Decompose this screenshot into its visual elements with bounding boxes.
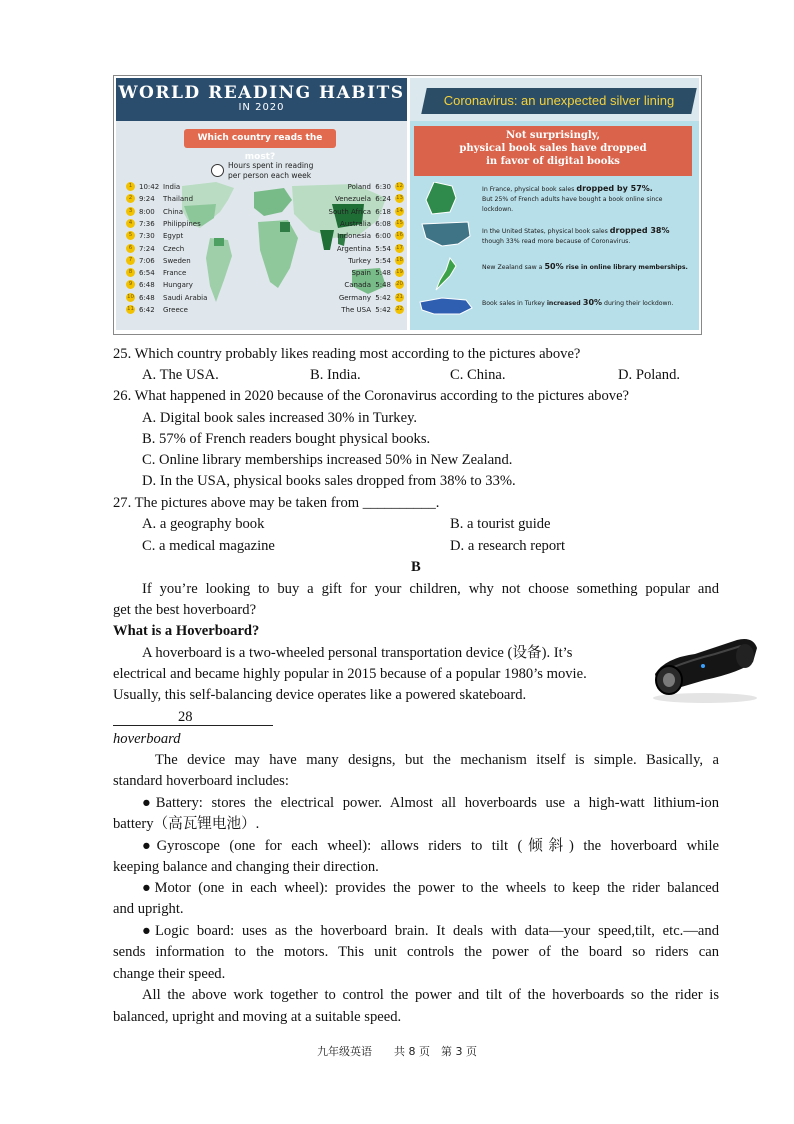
ranking-row-left-6 [126,243,236,255]
rank-time: 6:48 [139,293,155,302]
rank-country: Turkey [348,256,371,265]
rank-country: Greece [163,306,188,314]
ranking-row-right-7 [308,255,404,267]
p1-line-1: A hoverboard is a two-wheeled personal transportation device (设备). It’s [142,645,573,661]
rank-country: Sweden [163,256,191,265]
ranking-row-right-5 [308,230,404,242]
rank-badge: 1 [126,182,135,191]
rank-badge: 8 [126,268,135,277]
usa-fact-d: though 33% read more because of Coronavirus. [482,238,631,245]
infographic [113,75,702,335]
usa-fact-a: In the United States, physical book sales [482,228,610,235]
rank-badge: 13 [396,195,403,202]
nz-fact-c: rise in online library memberships. [563,264,688,271]
rank-country: Saudi Arabia [163,293,208,302]
gyroscope-line-2: keeping balance and changing their direction. [113,859,379,875]
usa-fact-b: dropped [609,226,651,235]
rank-time: 6:18 [375,207,391,216]
new-zealand-shape [436,258,456,290]
ranking-row-left-7 [126,255,236,267]
coronavirus-panel [410,78,699,330]
rank-time: 5:48 [375,281,391,290]
rank-country: Spain [351,269,371,278]
turkey-fact [482,298,688,309]
rank-time: 5:48 [375,269,391,278]
ranking-row-left-1 [126,181,236,193]
rank-time: 9:24 [139,195,155,204]
page-footer: 九年级英语 共 8 页 第 3 页 [317,1045,477,1058]
country-shapes [416,182,476,322]
reading-habits-title: WORLD READING HABITS [118,83,405,103]
rank-country: Hungary [163,281,193,290]
turkey-fact-c: 30% [582,298,603,307]
ranking-row-right-1 [308,181,404,193]
section-heading: B [411,559,421,575]
q27-option-c[interactable]: C. a medical magazine [142,538,275,554]
battery-line-1: ●Battery: stores the electrical power. Almost all hoverboards use a high-watt lithium-ion [142,795,719,811]
nz-fact [482,262,688,273]
rank-country: South Africa [328,207,371,216]
rank-country: Germany [338,293,371,302]
q25-stem: 25. Which country probably likes reading most according to the pictures above? [113,346,581,362]
rank-badge: 11 [127,306,134,312]
rank-time: 5:42 [375,306,391,314]
rank-time: 7:06 [139,256,155,265]
q27-option-b[interactable]: B. a tourist guide [450,516,551,532]
rank-badge: 15 [396,219,403,226]
rank-badge: 20 [396,281,403,288]
q26-option-b[interactable]: B. 57% of French readers bought physical books. [142,431,431,447]
ranking-row-right-2 [308,193,404,205]
usa-fact-c: 38% [650,226,670,235]
map-europe [254,188,292,216]
banner-line-1: Not surprisingly, [506,130,600,141]
rank-badge: 9 [126,280,135,289]
rank-country: Indonesia [337,232,371,241]
q26-stem: 26. What happened in 2020 because of the Coronavirus according to the pictures above? [113,388,630,404]
rank-time: 6:42 [139,306,155,314]
battery-line-2: battery（高瓦锂电池）. [113,816,260,832]
rank-badge: 6 [126,244,135,253]
q26-option-a[interactable]: A. Digital book sales increased 30% in Turkey. [142,410,418,426]
hoverboard-image [645,628,763,706]
sales-drop-text [414,129,692,168]
motor-line-1: ●Motor (one in each wheel): provides the power to the wheels to keep the rider balanced [142,880,719,896]
reading-habits-panel [116,78,407,330]
france-fact-b: dropped by [576,184,631,193]
rank-badge: 2 [126,194,135,203]
conclusion-line-2: balanced, upright and moving at a suitable speed. [113,1009,402,1025]
rank-badge: 4 [126,219,135,228]
rank-country: Czech [163,244,185,253]
rank-time: 6:24 [375,195,391,204]
rank-country: The USA [341,306,371,314]
q27-option-a[interactable]: A. a geography book [142,516,265,532]
rank-badge: 21 [396,293,403,300]
ranking-row-left-4 [126,218,236,230]
rank-badge: 16 [396,232,403,239]
motor-line-2: and upright. [113,901,184,917]
ranking-row-left-8 [126,267,236,279]
rank-country: France [163,269,187,278]
rank-time: 5:42 [375,293,391,302]
banner-line-2: physical book sales have dropped [459,143,647,154]
p2-line-1: The device may have many designs, but the mechanism itself is simple. Basically, a [155,752,719,768]
rank-country: Philippines [163,219,201,228]
rank-time: 6:00 [375,232,391,241]
p1-line-2: electrical and became highly popular in 2015 because of a popular 1980’s movie. [113,666,587,682]
rank-country: Egypt [163,232,184,241]
rank-badge: 17 [396,244,403,251]
rank-country: Canada [344,281,371,290]
clock-icon [211,164,224,177]
france-fact-d: But 25% of French adults have bought a book online since lockdown. [482,196,663,213]
rank-time: 6:48 [139,281,155,290]
rank-time: 6:08 [375,219,391,228]
blank-line-28 [113,725,273,726]
q27-blank[interactable]: __________ [362,495,436,511]
q27-stem [113,493,439,513]
rank-badge: 19 [396,269,403,276]
france-fact-c: 57%. [630,184,653,193]
ranking-row-left-9 [126,279,236,291]
rank-time: 7:30 [139,232,155,241]
ranking-row-right-11 [308,304,404,316]
rank-country: Venezuela [335,195,371,204]
france-shape [426,182,456,214]
ranking-row-right-4 [308,218,404,230]
p1-line-3: Usually, this self-balancing device operates like a powered skateboard. [113,687,527,703]
france-fact [482,184,688,215]
conclusion-line-1: All the above work together to control the power and tilt of the hoverboards so the rider is [142,987,719,1003]
p2-line-2: standard hoverboard includes: [113,773,289,789]
rank-badge: 22 [396,306,403,312]
intro-line-2: get the best hoverboard? [113,602,257,618]
ranking-row-right-6 [308,243,404,255]
rank-badge: 3 [126,207,135,216]
gyroscope-line-1: ●Gyroscope (one for each wheel): allows riders to tilt (倾斜) the hoverboard while [142,838,719,854]
question-banner: Which country reads the most? [184,129,336,148]
blank-number-28[interactable]: 28 [178,709,193,725]
rank-country: Poland [347,183,371,191]
map-africa [258,220,298,288]
rank-time: 8:00 [139,207,155,216]
rank-badge: 10 [127,293,134,300]
intro-line-1: If you’re looking to buy a gift for your children, why not choose something popular and [142,581,719,597]
nz-fact-b: 50% [544,262,564,271]
ranking-row-right-9 [308,279,404,291]
usa-fact [482,226,688,247]
logic-board-line-2: sends information to the motors. This unit controls the power of the board so riders can [113,944,719,960]
ranking-row-right-8 [308,267,404,279]
turkey-fact-b: increased [546,300,583,307]
reading-habits-subtitle: IN 2020 [238,102,285,113]
banner-line-3: in favor of digital books [486,156,620,167]
rank-time: 7:36 [139,219,155,228]
logic-board-line-3: change their speed. [113,966,226,982]
turkey-fact-d: during their lockdown. [602,300,674,307]
rank-badge: 18 [396,256,403,263]
rank-badge: 14 [396,207,403,214]
france-fact-a: In France, physical book sales [482,186,577,193]
rank-badge: 5 [126,231,135,240]
nz-fact-a: New Zealand saw a [482,264,545,271]
q25-option-a[interactable]: A. The USA. [142,367,219,383]
rank-badge: 7 [126,256,135,265]
rank-country: Thailand [163,195,194,204]
ranking-row-left-10 [126,292,236,304]
q27-option-d[interactable]: D. a research report [450,538,566,554]
ranking-row-left-5 [126,230,236,242]
q25-option-c[interactable]: C. China. [450,367,506,383]
ranking-row-right-3 [308,206,404,218]
ranking-row-left-11 [126,304,236,316]
map-egypt [280,222,290,232]
turkey-fact-a: Book sales in Turkey [482,300,547,307]
rank-time: 6:54 [139,269,155,278]
rank-country: Argentina [336,244,371,253]
rank-badge: 12 [396,183,403,189]
rank-time: 6:30 [375,183,391,191]
rank-time: 5:54 [375,244,391,253]
ranking-row-left-2 [126,193,236,205]
rank-country: India [163,183,181,191]
coronavirus-title: Coronavirus: an unexpected silver lining [443,93,675,108]
blank-28-word: hoverboard [113,731,181,747]
q26-option-d[interactable]: D. In the USA, physical books sales dropped from 38% to 33%. [142,473,516,489]
usa-shape [422,222,470,246]
q25-option-b[interactable]: B. India. [310,367,361,383]
hours-note: Hours spent in reading per person each week [228,161,314,180]
hoverboard-heading: What is a Hoverboard? [113,623,260,639]
rank-country: Australia [340,219,371,228]
ranking-row-left-3 [126,206,236,218]
ranking-row-right-10 [308,292,404,304]
rank-time: 5:54 [375,256,391,265]
turkey-shape [420,298,472,314]
q25-option-d[interactable]: D. Poland. [618,367,681,383]
q27-stem-end: . [435,495,440,511]
rank-country: China [163,207,183,216]
logic-board-line-1: ●Logic board: uses as the hoverboard brain. It deals with data—your speed,tilt, etc.—and [142,923,719,939]
rank-time: 7:24 [139,244,155,253]
rank-time: 10:42 [139,183,160,191]
q27-stem-text: 27. The pictures above may be taken from [113,495,363,511]
q26-option-c[interactable]: C. Online library memberships increased 50% in New Zealand. [142,452,513,468]
